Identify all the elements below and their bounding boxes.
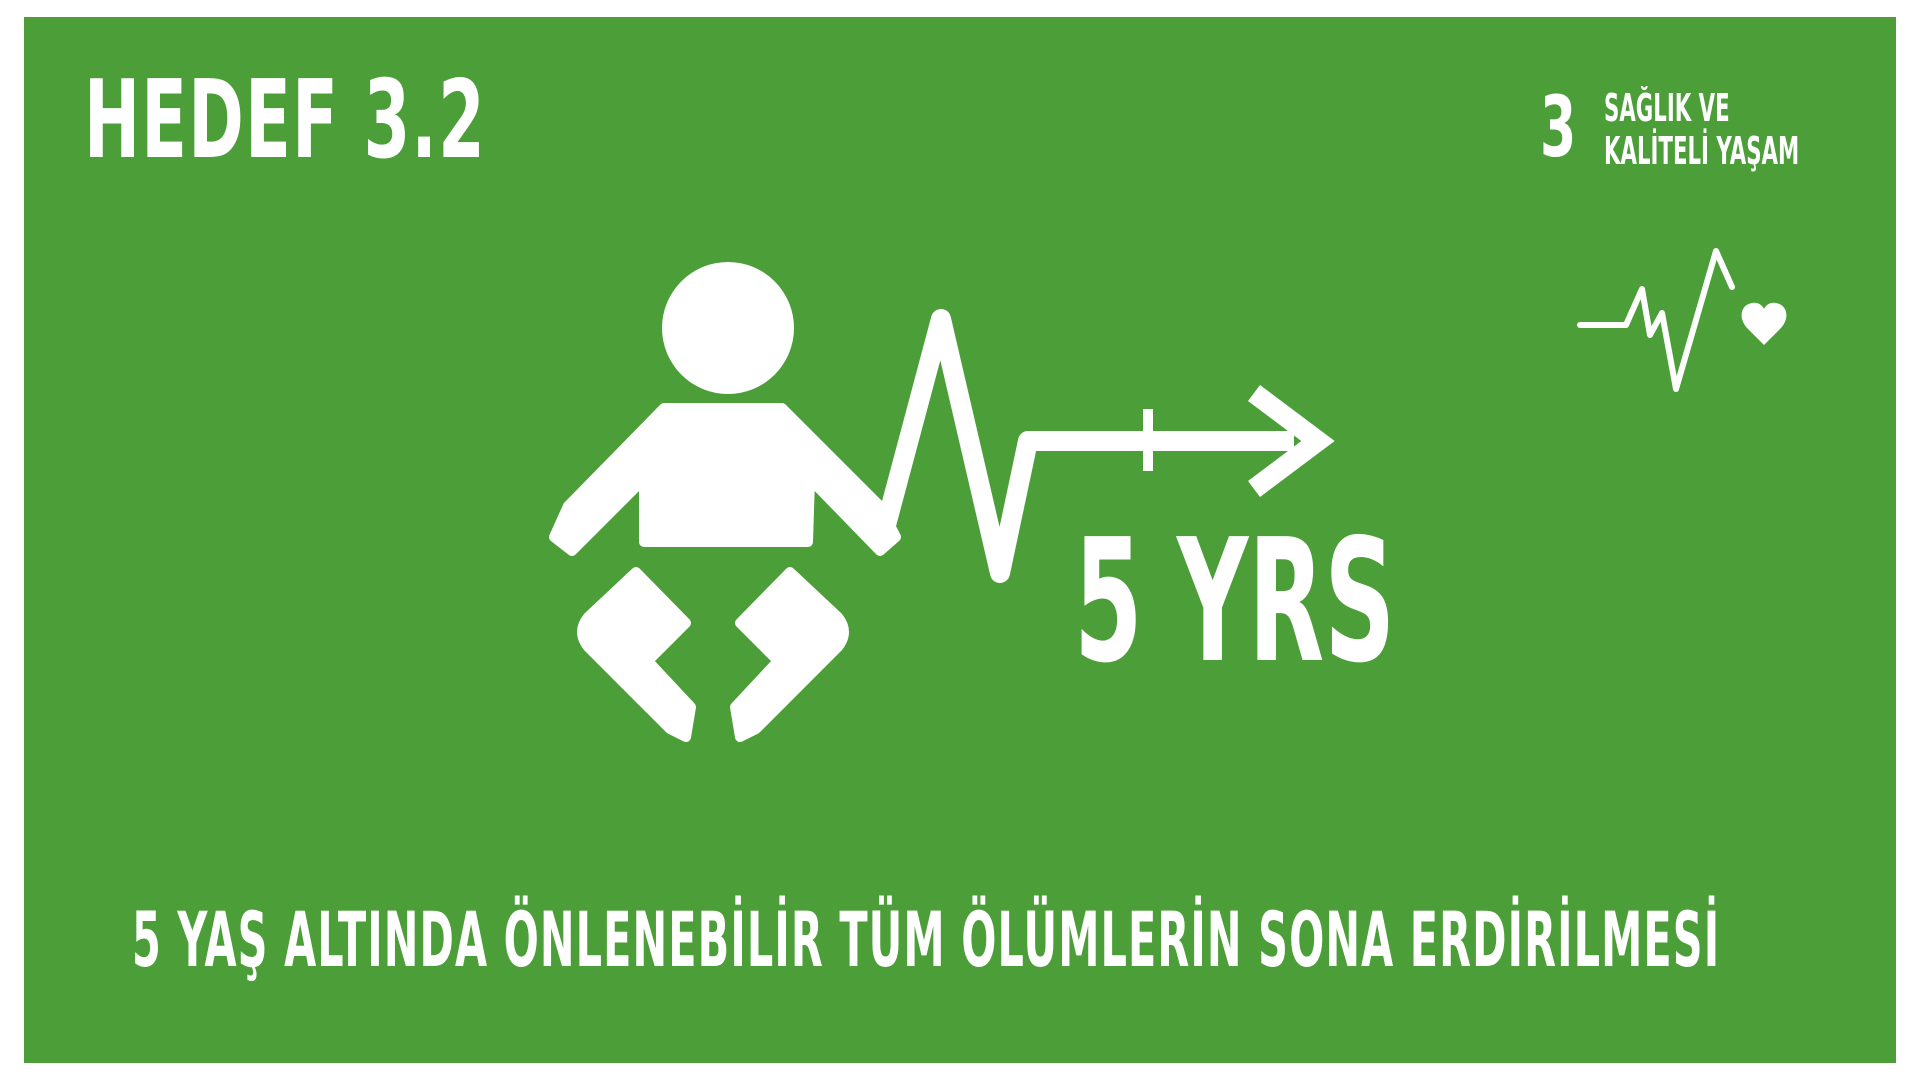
goal-name-line-1: SAĞLIK VE (1604, 86, 1730, 130)
goal-number: 3 (1540, 78, 1577, 176)
baby-head (662, 262, 794, 394)
baby-body (554, 408, 896, 551)
baby-right-leg (735, 572, 844, 737)
baby-left-leg (582, 572, 691, 737)
target-description: 5 YAŞ ALTINDA ÖNLENEBİLİR TÜM ÖLÜMLERİN SONA ERDİRİLMESİ (132, 895, 1721, 984)
goal-name-line-2: KALİTELİ YAŞAM (1604, 128, 1800, 173)
target-title: HEDEF 3.2 (84, 58, 486, 183)
target-card (24, 17, 1896, 1063)
age-label: 5 YRS (1074, 503, 1396, 701)
